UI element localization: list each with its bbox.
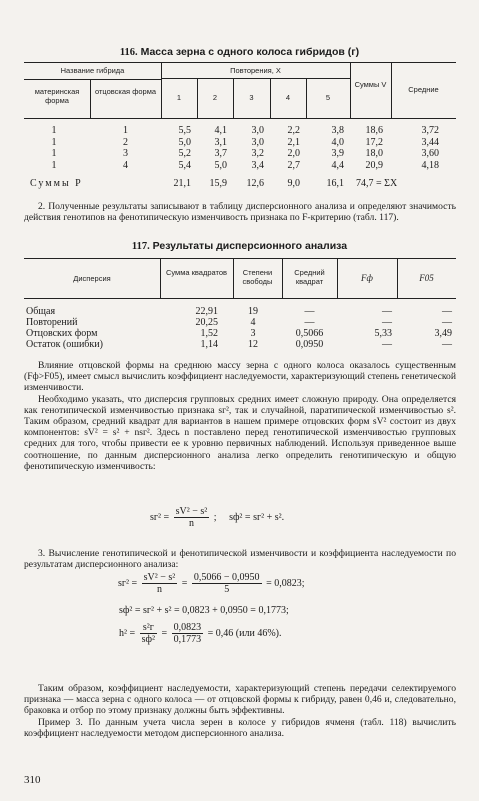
cell-father-form: 3 [123,148,128,159]
cell-repeat-value: 3,2 [251,148,264,159]
cell-degrees-freedom: 4 [250,317,256,328]
cell-row-mean: 4,18 [421,159,439,171]
cell-repeat-value: 2,7 [287,159,300,171]
cell-repeat-value: 5,0 [214,159,227,171]
cell-degrees-freedom: 3 [250,328,256,339]
cell-mean-square: — [304,317,315,328]
cell-f-fact: — [382,306,392,317]
header-mean-square: Средний квадрат [294,268,325,286]
cell-column-sum: 16,1 [326,178,344,189]
table-116-header-rule [24,118,456,119]
header-repeats: Повторения, X [230,66,281,75]
paragraph-5: Таким образом, коэффициент наследуемости, характеризующий степень передачи селектируемого признака — масса зерна с одного колоса — от отцовской формы к гибриду, равен 0,46 и, следовательно, браковка и отбор по этому признаку должны быть эффективны. Пример 3. По данным учета числа зерен в колосе у гибридов ячменя (табл. 118) вычислить коэффициент наследуемости методом дисперсионного анализа. [24,683,456,739]
cell-dispersion-name: Остаток (ошибки) [26,339,103,350]
header-sum-squares: Сумма квадратов [165,268,228,277]
header-sums: Суммы V [354,80,387,89]
cell-mean-square: — [304,306,315,317]
cell-f-05: 3,49 [434,328,452,339]
grand-total: 74,7 = ΣX [356,178,398,189]
cell-father-form: 2 [123,136,128,148]
header-rep-1: 1 [176,93,182,102]
cell-degrees-freedom: 19 [248,306,258,317]
cell-f-05: — [442,306,452,317]
cell-repeat-value: 4,4 [331,159,344,171]
cell-column-sum: 9,0 [287,178,300,189]
cell-row-sum: 20,9 [365,159,383,171]
header-rep-3: 3 [249,93,254,102]
cell-sum-squares: 1,14 [200,339,218,350]
page-number: 310 [24,774,41,786]
formula-4: h² = $\frac{\text{s²г}}{\text{sф²}}$ = $\frac{0,0823}{0,1773}$ = 0,46 (или 46%). [119,622,282,645]
cell-sum-squares: 22,91 [195,306,218,317]
paragraph-2: 2. Полученные результаты записывают в таблицу дисперсионного анализа и определяют значимость действия генотипов на фенотипическую изменчивость признака по F-критерию (табл. 117). [24,201,456,224]
cell-f-fact: 5,33 [374,328,392,339]
header-f-05: F05 [419,273,434,283]
formula-2: sг² = $\frac{\text{sV² − s²}}{n}$ = $\frac{0,5066 - 0,0950}{5}$ = 0,0823; [118,572,305,595]
sums-label: Суммы P [30,178,83,189]
cell-repeat-value: 3,0 [251,125,264,136]
cell-repeat-value: 2,2 [287,125,300,136]
cell-degrees-freedom: 12 [248,339,258,350]
cell-repeat-value: 3,9 [331,148,344,159]
cell-dispersion-name: Отцовских форм [26,328,98,339]
cell-repeat-value: 3,4 [251,159,264,171]
cell-repeat-value: 5,5 [178,125,191,136]
cell-mother-form: 1 [51,148,57,159]
header-dispersion: Дисперсия [73,274,111,283]
cell-repeat-value: 5,2 [178,148,191,159]
header-hybrid-name: Название гибрида [60,66,125,75]
table-116-repeats-rule [161,78,350,79]
header-mother-form: материнская форма [34,87,80,105]
table-116-caption: 116. Масса зерна с одного колоса гибридов (г) [119,46,360,58]
cell-row-mean: 3,44 [421,136,439,148]
cell-column-sum: 21,1 [173,178,191,189]
cell-mean-square: 0,0950 [295,339,324,350]
cell-mean-square: 0,5066 [295,328,324,339]
header-father-form: отцовская форма [94,87,157,96]
header-f-fact: Fф [361,273,373,283]
header-means: Средние [408,85,439,94]
cell-row-sum: 18,6 [365,125,383,136]
cell-mother-form: 1 [51,136,57,148]
cell-dispersion-name: Повторений [26,317,78,328]
cell-dispersion-name: Общая [26,306,56,317]
cell-repeat-value: 2,1 [287,136,300,148]
cell-row-sum: 18,0 [365,148,383,159]
paragraph-4: 3. Вычисление генотипической и фенотипической изменчивости и коэффициента наследуемости по результатам дисперсионного анализа: [24,548,456,571]
table-117-caption: 117. Результаты дисперсионного анализа [131,240,348,252]
cell-father-form: 1 [123,125,128,136]
cell-f-fact: — [382,317,392,328]
formula-3: sф² = sг² + s² = 0,0823 + 0,0950 = 0,1773; [119,605,289,616]
cell-repeat-value: 3,0 [251,136,264,148]
cell-f-fact: — [382,339,392,350]
cell-repeat-value: 3,1 [214,136,227,148]
cell-repeat-value: 3,8 [331,125,344,136]
header-rep-2: 2 [212,93,218,102]
cell-mother-form: 1 [51,125,57,136]
cell-sum-squares: 20,25 [195,317,218,328]
cell-column-sum: 15,9 [209,178,227,189]
cell-father-form: 4 [123,159,128,171]
cell-sum-squares: 1,52 [200,328,218,339]
cell-row-mean: 3,72 [421,125,439,136]
cell-repeat-value: 3,7 [214,148,227,159]
cell-repeat-value: 2,0 [287,148,300,159]
formula-genotypic-variance: sг² = $\frac{\text{sV² − s²}}{n}$ ; sф² = sг² + s². [150,506,285,529]
cell-f-05: — [442,317,452,328]
cell-f-05: — [442,339,452,350]
cell-repeat-value: 5,0 [178,136,191,148]
cell-mother-form: 1 [51,159,57,171]
cell-repeat-value: 5,4 [178,159,191,171]
header-rep-4: 4 [285,93,291,102]
cell-row-sum: 17,2 [365,136,383,148]
cell-column-sum: 12,6 [246,178,264,189]
cell-row-mean: 3,60 [421,148,439,159]
header-degrees-freedom: Степени свободы [242,268,273,286]
header-rep-5: 5 [325,93,331,102]
paragraph-3: Влияние отцовской формы на среднюю массу зерна с одного колоса оказалось существенным (Fф>F05), имеет смысл вычислить коэффициент наследуемости, характеризующий степень генетической изменчивости. Необходимо указать, что дисперсия групповых средних имеет сложную природу. Она определяется как генотипической изменчивостью признака sг², так и случайной, паратипической изменчивостью s². Таким образом, средний квадрат для вариантов в нашем примере отцовских форм sV² состоит из двух компонентов: sV² = s² + nsг². Здесь n поставлено перед генотипической изменчивостью групповых средних для того, чтобы привести ее к уровню первичных наблюдений. Используя приведенное выше соотношение, по данным дисперсионного анализа легко определить генотипическую и общую фенотипическую изменчивость: [24,360,456,472]
table-116-name-rule [24,79,161,80]
cell-repeat-value: 4,1 [214,125,227,136]
cell-repeat-value: 4,0 [331,136,344,148]
